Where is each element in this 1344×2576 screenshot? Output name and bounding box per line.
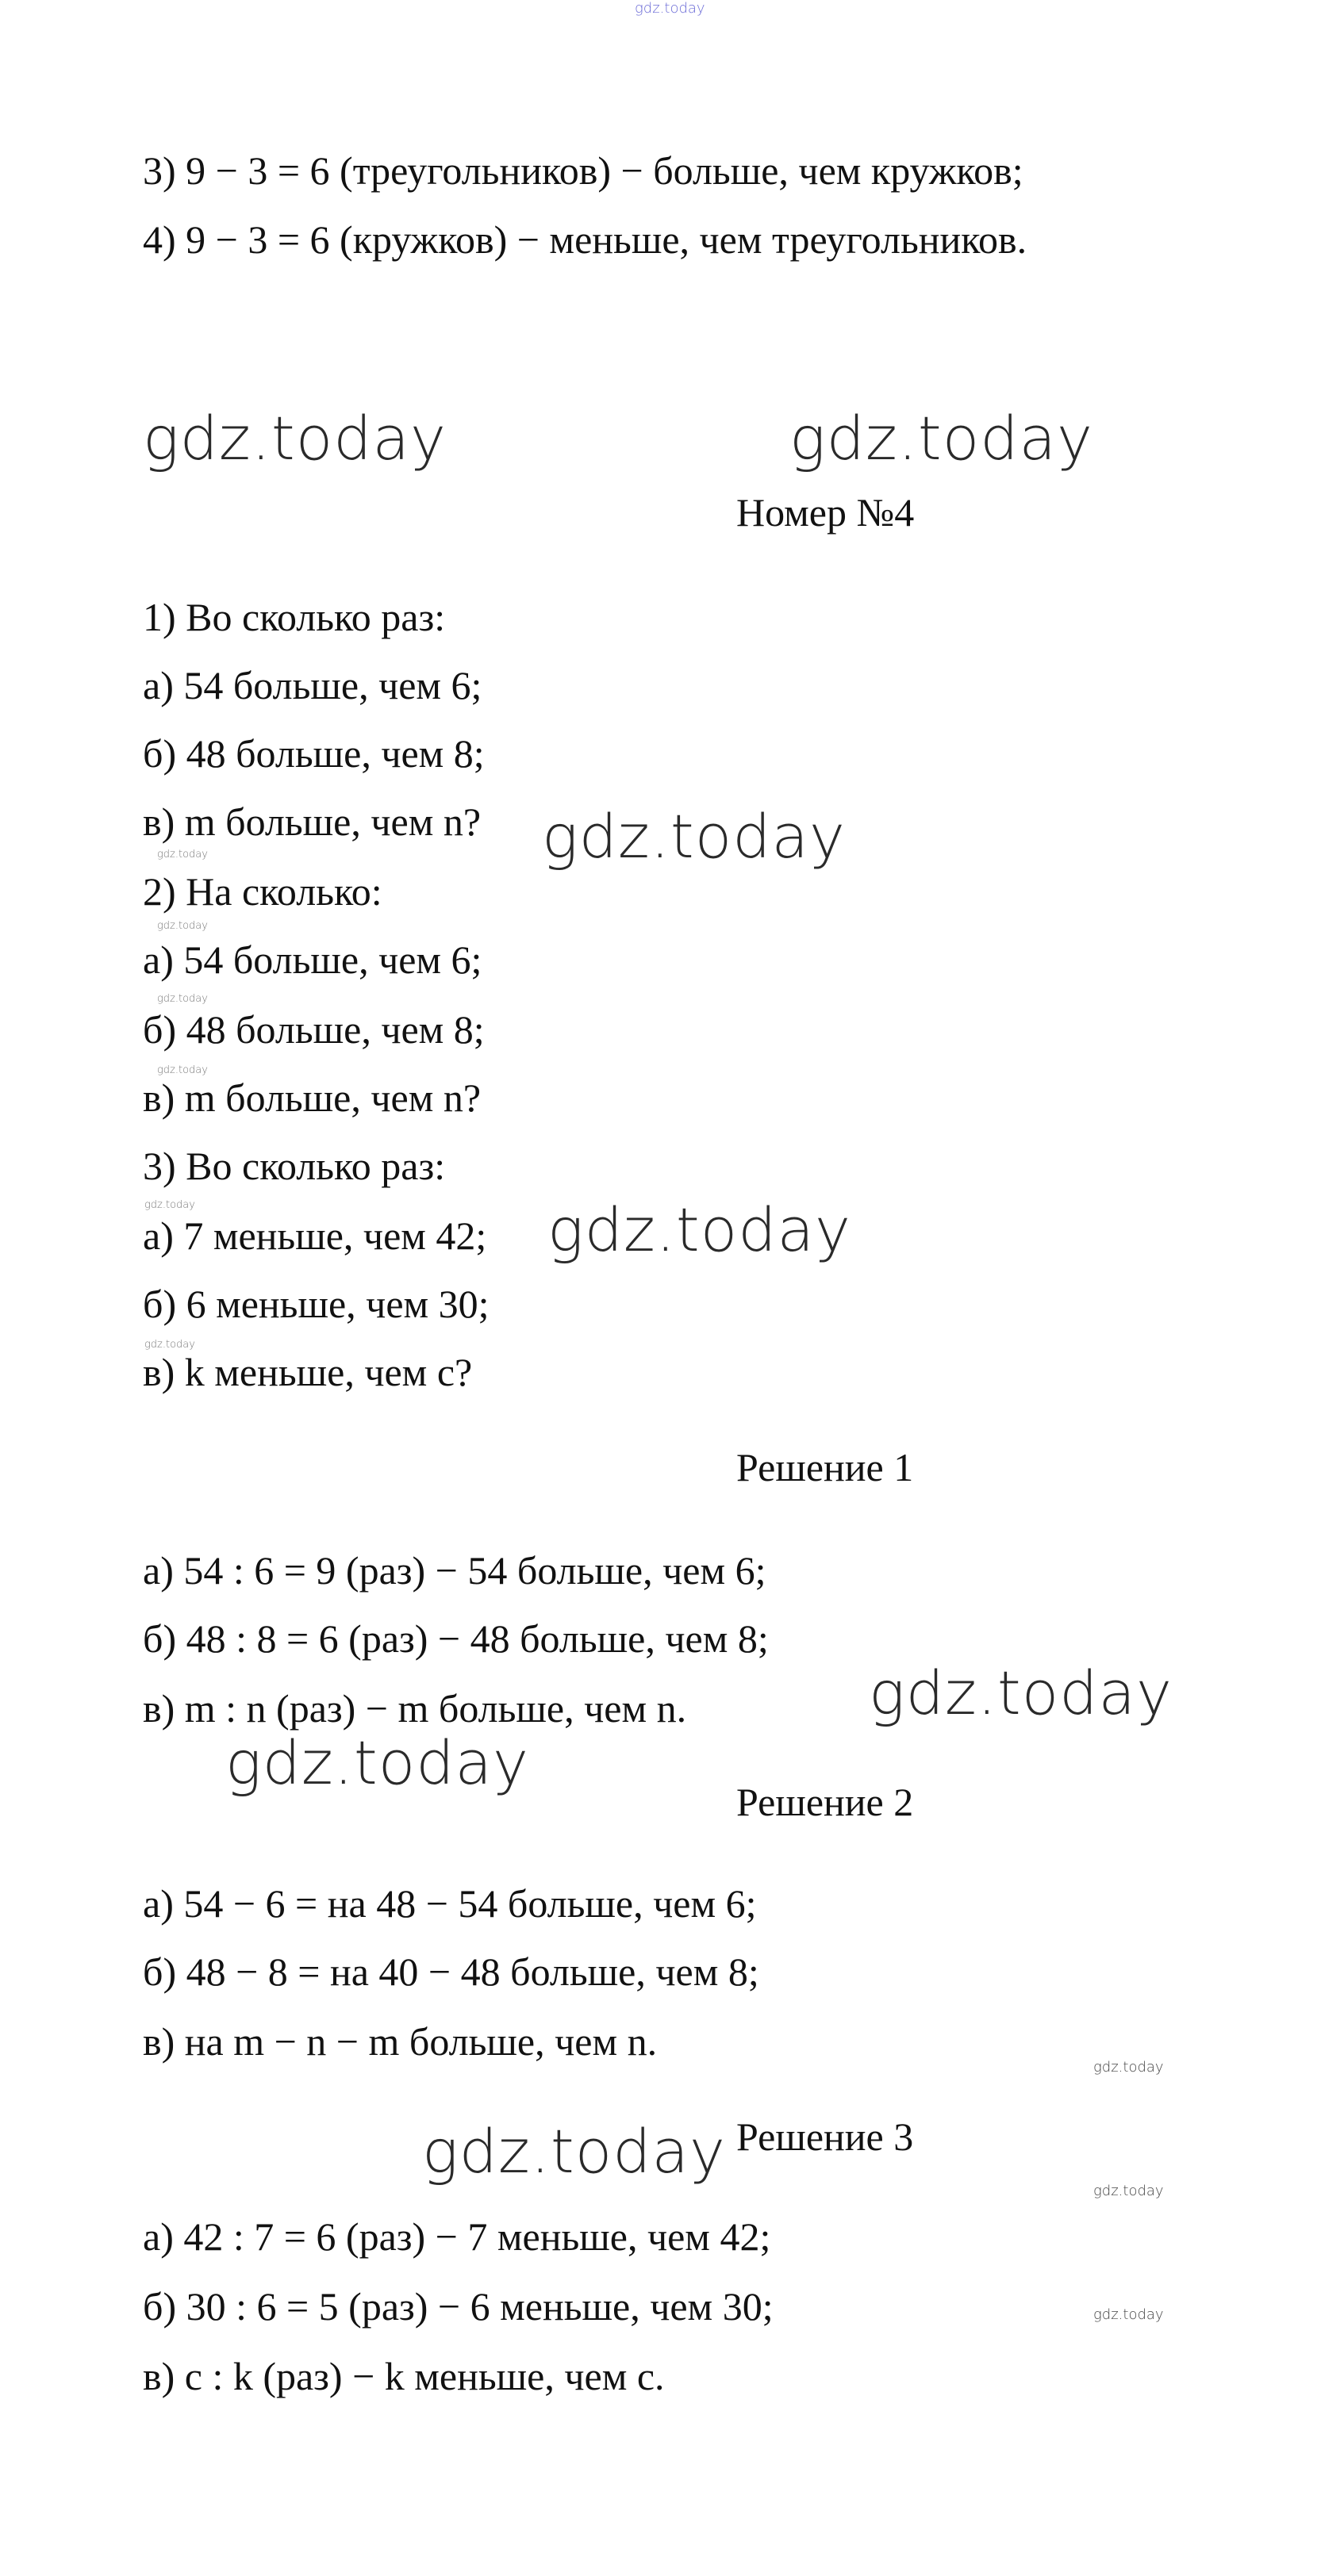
watermark-small: gdz.today: [1093, 2183, 1164, 2199]
watermark-large: gdz.today: [422, 2116, 726, 2187]
watermark-tiny: gdz.today: [157, 920, 208, 932]
task-line: в) k меньше, чем c?: [143, 1350, 473, 1394]
watermark-small: gdz.today: [1093, 2306, 1164, 2323]
solution2-line: а) 54 − 6 = на 48 − 54 больше, чем 6;: [143, 1881, 757, 1926]
solution2-line: в) на m − n − m больше, чем n.: [143, 2019, 658, 2064]
watermark-small: gdz.today: [1093, 2059, 1164, 2076]
watermark-tiny: gdz.today: [157, 849, 208, 861]
task-line: б) 48 больше, чем 8;: [143, 1007, 485, 1052]
solution1-line: а) 54 : 6 = 9 (раз) − 54 больше, чем 6;: [143, 1548, 766, 1593]
solution3-line: а) 42 : 7 = 6 (раз) − 7 меньше, чем 42;: [143, 2214, 771, 2259]
task-line: 3) Во сколько раз:: [143, 1144, 446, 1188]
watermark-large: gdz.today: [789, 403, 1093, 473]
task-title: Номер №4: [736, 490, 915, 535]
solution2-line: б) 48 − 8 = на 40 − 48 больше, чем 8;: [143, 1949, 759, 1994]
solution1-line: б) 48 : 8 = 6 (раз) − 48 больше, чем 8;: [143, 1616, 769, 1661]
watermark-large: gdz.today: [143, 403, 447, 473]
task-line: а) 54 больше, чем 6;: [143, 663, 482, 707]
watermark-tiny: gdz.today: [157, 993, 208, 1005]
task-line: 1) Во сколько раз:: [143, 595, 446, 639]
watermark-large: gdz.today: [542, 801, 846, 872]
previous-line-4: 4) 9 − 3 = 6 (кружков) − меньше, чем треугольников.: [143, 217, 1027, 262]
previous-line-3: 3) 9 − 3 = 6 (треугольников) − больше, чем кружков;: [143, 148, 1023, 193]
solution1-title: Решение 1: [736, 1445, 914, 1489]
task-line: а) 7 меньше, чем 42;: [143, 1213, 487, 1258]
watermark-tiny: gdz.today: [144, 1339, 195, 1351]
task-line: 2) На сколько:: [143, 869, 382, 914]
task-line: в) m больше, чем n?: [143, 1075, 482, 1120]
watermark-large: gdz.today: [547, 1194, 851, 1265]
solution2-title: Решение 2: [736, 1780, 914, 1824]
task-line: б) 48 больше, чем 8;: [143, 731, 485, 776]
task-line: а) 54 больше, чем 6;: [143, 937, 482, 982]
solution3-line: б) 30 : 6 = 5 (раз) − 6 меньше, чем 30;: [143, 2284, 774, 2329]
task-line: б) 6 меньше, чем 30;: [143, 1282, 490, 1326]
watermark-tiny: gdz.today: [144, 1199, 195, 1211]
solution3-line: в) c : k (раз) − k меньше, чем c.: [143, 2354, 665, 2398]
solution3-title: Решение 3: [736, 2114, 914, 2159]
watermark-top: gdz.today: [635, 0, 705, 17]
watermark-large: gdz.today: [869, 1658, 1173, 1728]
watermark-large: gdz.today: [225, 1727, 529, 1798]
solution1-line: в) m : n (раз) − m больше, чем n.: [143, 1686, 687, 1731]
task-line: в) m больше, чем n?: [143, 799, 482, 844]
watermark-tiny: gdz.today: [157, 1064, 208, 1076]
